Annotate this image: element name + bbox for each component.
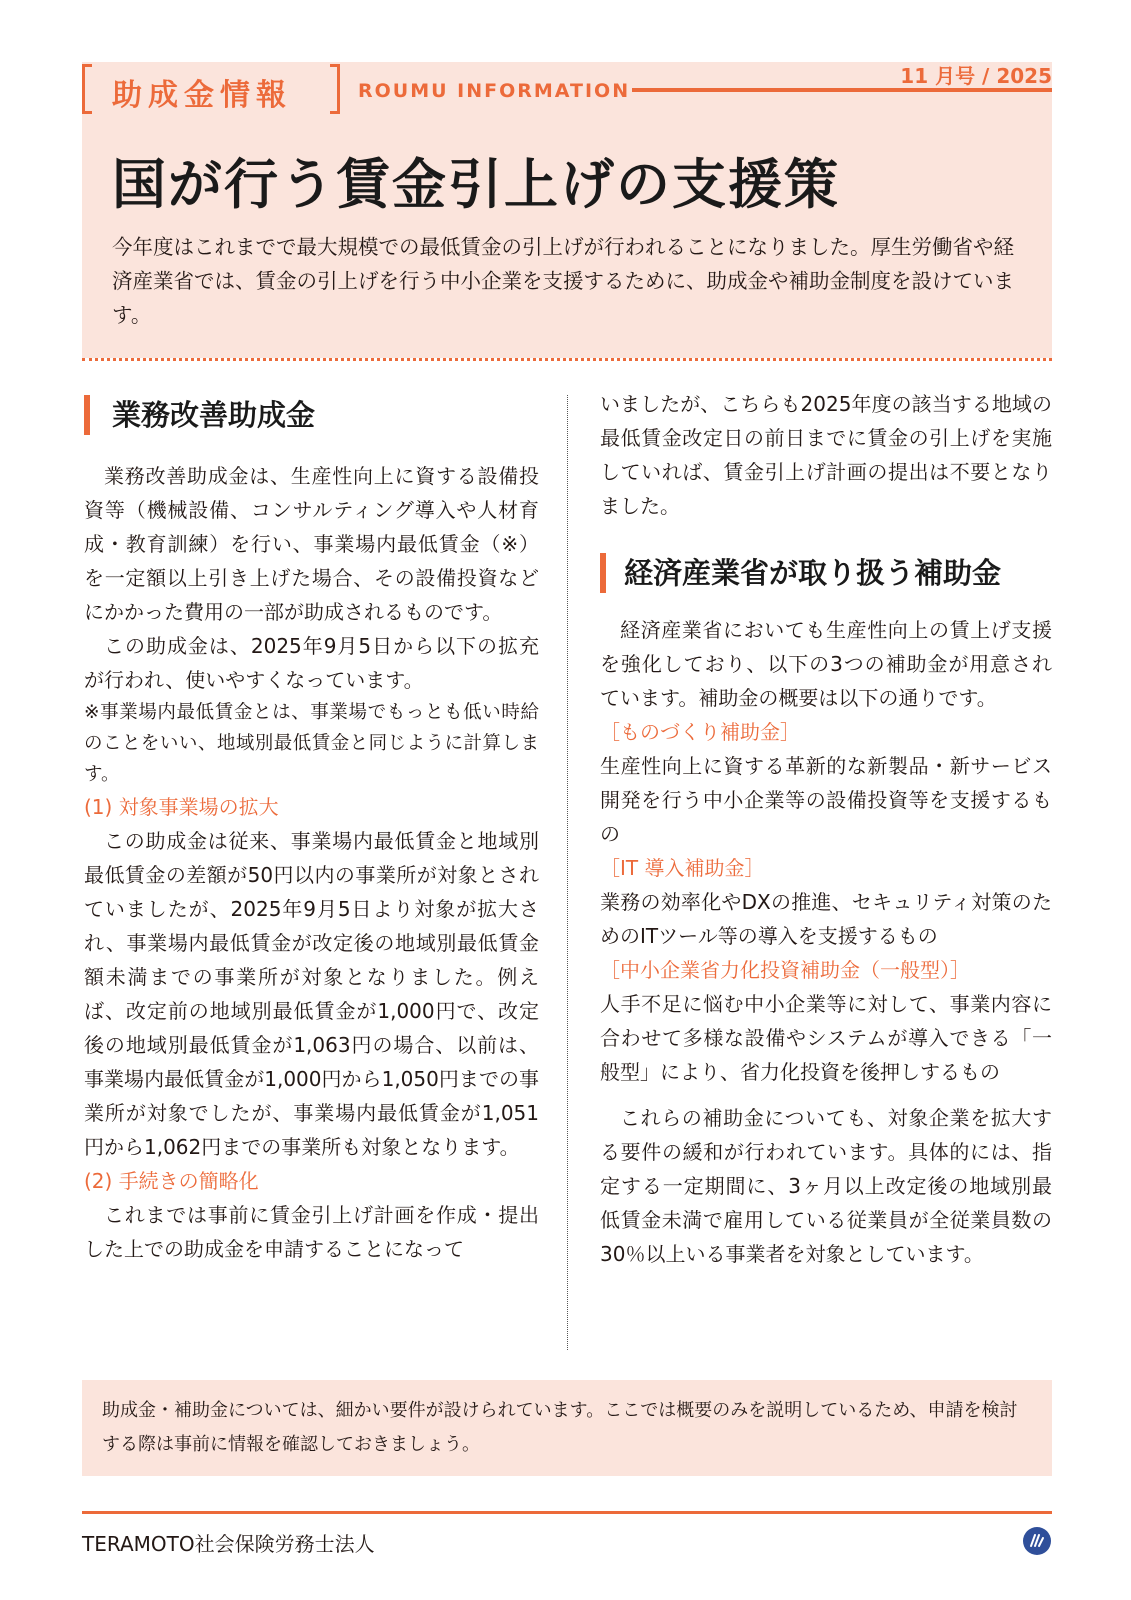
paragraph: 経済産業省においても生産性向上の賃上げ支援を強化しており、以下の3つの補助金が用意されています。補助金の概要は以下の通りです。 bbox=[600, 618, 1052, 710]
category-label bbox=[82, 64, 342, 116]
paragraph: これまでは事前に賃金引上げ計画を作成・提出した上での助成金を申請することになって bbox=[84, 1203, 539, 1261]
subheading: ［中小企業省力化投資補助金（一般型）］ bbox=[600, 958, 970, 982]
left-column bbox=[84, 395, 539, 1266]
issue-label: 11 月号 / 2025 bbox=[900, 64, 1052, 88]
footer-rule bbox=[82, 1511, 1052, 1514]
column-divider bbox=[567, 395, 568, 1350]
right-bracket bbox=[330, 64, 340, 114]
right-column bbox=[600, 392, 1052, 1271]
paragraph: 人手不足に悩む中小企業等に対して、事業内容に合わせて多様な設備やシステムが導入できる「一般型」により、省力化投資を後押しするもの bbox=[600, 992, 1052, 1084]
paragraph: これらの補助金についても、対象企業を拡大する要件の緩和が行われています。具体的には、指定する一定期間に、3ヶ月以上改定後の地域別最低賃金未満で雇用している従業員が全従業員数の30％以上いる事業者を対象としています。 bbox=[600, 1106, 1052, 1266]
left-bracket bbox=[82, 64, 92, 114]
footer-note: 助成金・補助金については、細かい要件が設けられています。ここでは概要のみを説明しているため、申請を検討する際は事前に情報を確認しておきましょう。 bbox=[102, 1400, 1018, 1455]
company-name: TERAMOTO社会保険労務士法人 bbox=[82, 1532, 375, 1556]
intro-text: 今年度はこれまでで最大規模での最低賃金の引上げが行われることになりました。厚生労働省や経済産業省では、賃金の引上げを行う中小企業を支援するために、助成金や補助金制度を設けています。 bbox=[112, 235, 1014, 327]
paragraph: この助成金は、2025年9月5日から以下の拡充が行われ、使いやすくなっています。 bbox=[84, 634, 539, 692]
subheading: (2) 手続きの簡略化 bbox=[84, 1169, 259, 1193]
footnote: ※事業場内最低賃金とは、事業場でもっとも低い時給のことをいい、地域別最低賃金と同じように計算します。 bbox=[84, 702, 539, 785]
section-divider bbox=[82, 358, 1052, 361]
subheading: ［IT 導入補助金］ bbox=[600, 856, 765, 880]
paragraph: いましたが、こちらも2025年度の該当する地域の最低賃金改定日の前日までに賃金の引上げを実施していれば、賃金引上げ計画の提出は不要となりました。 bbox=[600, 392, 1052, 518]
footer-note-panel bbox=[82, 1380, 1052, 1476]
section-heading-grant: 業務改善助成金 bbox=[84, 395, 539, 435]
subheading: (1) 対象事業場の拡大 bbox=[84, 795, 279, 819]
paragraph: この助成金は従来、事業場内最低賃金と地域別最低賃金の差額が50円以内の事業所が対象とされていましたが、2025年9月5日より対象が拡大され、事業場内最低賃金が改定後の地域別最低賃金額未満までの事業所が対象となりました。例えば、改定前の地域別最低賃金が1,000円で、改定後の地域別最低賃金が1,063円の場合、以前は、事業場内最低賃金が1,000円から1,050円までの事業所が対象でしたが、事業場内最低賃金が1,051円から1,062円までの事業所も対象となります。 bbox=[84, 829, 539, 1159]
subheading: ［ものづくり補助金］ bbox=[600, 720, 800, 744]
section-heading-subsidy: 経済産業省が取り扱う補助金 bbox=[600, 553, 1052, 593]
category-subtitle: ROUMU INFORMATION bbox=[358, 80, 631, 102]
paragraph: 業務の効率化やDXの推進、セキュリティ対策のためのITツール等の導入を支援するもの bbox=[600, 890, 1052, 948]
paragraph: 生産性向上に資する革新的な新製品・新サービス開発を行う中小企業等の設備投資等を支援するもの bbox=[600, 754, 1052, 846]
circle-logo-icon bbox=[1022, 1526, 1052, 1556]
page-title: 国が行う賃金引上げの支援策 bbox=[112, 153, 840, 216]
category-title: 助成金情報 bbox=[112, 78, 292, 113]
paragraph: 業務改善助成金は、生産性向上に資する設備投資等（機械設備、コンサルティング導入や人材育成・教育訓練）を行い、事業場内最低賃金（※）を一定額以上引き上げた場合、その設備投資などにかかった費用の一部が助成されるものです。 bbox=[84, 464, 539, 624]
